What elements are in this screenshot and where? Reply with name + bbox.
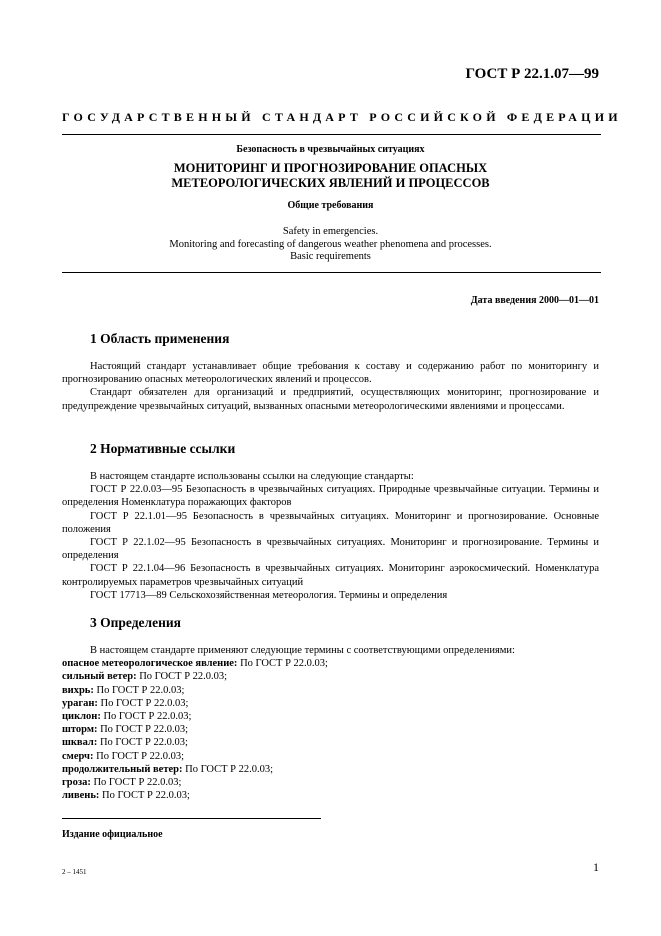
paragraph: Настоящий стандарт устанавливает общие требования к составу и содержанию работ по мониторингу и прогнозированию опасных метеорологических явлений и процессов. [62, 361, 599, 386]
english-title-line: Basic requirements [290, 251, 371, 262]
term: шторм: [62, 724, 98, 736]
english-title-line: Safety in emergencies. [282, 226, 379, 237]
term-definition: По ГОСТ Р 22.0.03; [99, 790, 190, 802]
term-definition: По ГОСТ Р 22.0.03; [136, 671, 228, 683]
term: циклон: [62, 711, 101, 723]
term: ураган: [62, 697, 98, 709]
term: сильный ветер: [62, 671, 137, 683]
definition-item [62, 684, 599, 697]
term: вихрь: [62, 684, 94, 696]
definition-item [62, 776, 599, 789]
reference-item: ГОСТ 17713—89 Сельскохозяйственная метеорология. Термины и определения [90, 589, 448, 601]
definition-item [62, 670, 599, 683]
state-standard-banner: ГОСУДАРСТВЕННЫЙ СТАНДАРТ РОССИЙСКОЙ ФЕДЕРАЦИИ [62, 110, 622, 124]
definition-item [62, 697, 599, 710]
edition-label: Издание официальное [62, 829, 163, 840]
term-definition: По ГОСТ Р 22.0.03; [97, 697, 189, 709]
term: гроза: [62, 777, 91, 789]
reference-item: ГОСТ Р 22.0.03—95 Безопасность в чрезвычайных ситуациях. Природные чрезвычайные ситуации. Термины и определения Номенклатура поражающих факторов [62, 484, 599, 509]
sheet-code: 2 – 1451 [62, 868, 87, 876]
definition-item [62, 723, 599, 736]
definition-item [62, 763, 599, 776]
definition-item [62, 736, 599, 749]
definition-item [62, 789, 599, 802]
series-title: Безопасность в чрезвычайных ситуациях [236, 144, 425, 155]
section-1-heading: 1 Область применения [90, 331, 230, 346]
section-heading [62, 441, 599, 457]
term-definition: По ГОСТ Р 22.0.03; [90, 777, 182, 789]
definition-item [62, 710, 599, 723]
footer-rule [62, 818, 321, 819]
title-line: МОНИТОРИНГ И ПРОГНОЗИРОВАНИЕ ОПАСНЫХ [173, 161, 488, 175]
definition-item [62, 657, 599, 670]
section-2-body [62, 470, 599, 602]
page-number: 1 [593, 860, 599, 874]
paragraph: В настоящем стандарте использованы ссылки на следующие стандарты: [90, 471, 414, 482]
terms-list [62, 657, 599, 802]
title-line: МЕТЕОРОЛОГИЧЕСКИХ ЯВЛЕНИЙ И ПРОЦЕССОВ [171, 176, 490, 190]
reference-item: ГОСТ Р 22.1.02—95 Безопасность в чрезвычайных ситуациях. Мониторинг и прогнозирование. Термины и определения [62, 537, 599, 562]
term: шквал: [62, 737, 98, 749]
section-1-body [62, 360, 599, 413]
section-heading [62, 331, 599, 347]
paragraph: В настоящем стандарте применяют следующие термины с соответствующими определениями: [90, 645, 515, 656]
term-definition: По ГОСТ Р 22.0.03; [97, 724, 188, 736]
definition-item [62, 750, 599, 763]
term-definition: По ГОСТ Р 22.0.03; [182, 763, 274, 775]
section-2-heading: 2 Нормативные ссылки [90, 441, 236, 456]
introduction-date: Дата введения 2000—01—01 [470, 295, 599, 306]
term: опасное метеорологическое явление: [62, 658, 238, 670]
document-subtitle: Общие требования [287, 200, 374, 211]
term-definition: По ГОСТ Р 22.0.03; [93, 750, 185, 762]
term-definition: По ГОСТ Р 22.0.03; [97, 737, 188, 749]
document-title [62, 161, 599, 191]
reference-item: ГОСТ Р 22.1.04—96 Безопасность в чрезвычайных ситуациях. Мониторинг аэрокосмический. Номенклатура контролируемых параметров чрезвычайных ситуаций [62, 563, 599, 588]
title-rule [62, 272, 601, 273]
term-definition: По ГОСТ Р 22.0.03; [100, 711, 192, 723]
term: смерч: [62, 750, 94, 762]
paragraph: Стандарт обязателен для организаций и предприятий, осуществляющих мониторинг, прогнозирование и предупреждение чрезвычайных ситуаций, вызванных опасными метеорологическими явлениями и процессами. [62, 387, 599, 412]
header-rule [62, 134, 601, 135]
english-title [62, 226, 599, 264]
term-definition: По ГОСТ Р 22.0.03; [93, 684, 185, 696]
term: продолжительный ветер: [62, 763, 183, 775]
gost-code: ГОСТ Р 22.1.07—99 [465, 66, 599, 82]
term-definition: По ГОСТ Р 22.0.03; [237, 658, 328, 670]
section-3-heading: 3 Определения [90, 615, 181, 630]
term: ливень: [62, 790, 100, 802]
reference-item: ГОСТ Р 22.1.01—95 Безопасность в чрезвычайных ситуациях. Мониторинг и прогнозирование. Основные положения [62, 510, 599, 535]
section-heading [62, 615, 599, 631]
section-3-body [62, 644, 599, 802]
english-title-line: Monitoring and forecasting of dangerous weather phenomena and processes. [169, 238, 492, 250]
